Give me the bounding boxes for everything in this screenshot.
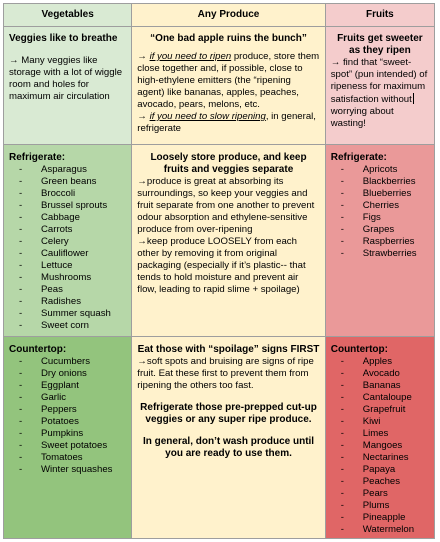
veg-countertop-item: - Sweet potatoes (19, 440, 126, 452)
veg-countertop-title: Countertop: (9, 344, 67, 355)
spoilage-paragraph: →soft spots and bruising are signs of ripe fruit. Eat these first to prevent them from ripening the others too fast. (137, 356, 314, 391)
fruit-countertop-item: - Grapefruit (341, 404, 429, 416)
veg-refrigerate-item: - Cabbage (19, 212, 126, 224)
veg-refrigerate-item: - Celery (19, 236, 126, 248)
veg-refrigerate-item: - Cauliflower (19, 248, 126, 260)
cell-any-spoilage[interactable] (132, 337, 325, 539)
fruit-refrigerate-item: - Apricots (341, 164, 429, 176)
fruit-refrigerate-item: - Raspberries (341, 236, 429, 248)
fruit-refrigerate-item: - Grapes (341, 224, 429, 236)
veg-breathe-title: Veggies like to breathe (9, 33, 118, 44)
slow-ripening-paragraph (137, 111, 319, 135)
fruit-countertop-item: - Pears (341, 488, 429, 500)
cell-veg-breathe[interactable] (4, 27, 132, 145)
fruit-sweeter-text (331, 57, 429, 130)
fruit-countertop-item: - Apples (341, 356, 429, 368)
fruit-countertop-item: - Limes (341, 428, 429, 440)
veg-refrigerate-item: - Asparagus (19, 164, 126, 176)
loosely-paragraph: →keep produce LOOSELY from each other by removing it from original packaging (especially if it’s plastic-- that tends to hold moisture and prevent air flow, leading to rapid slime + spoilage) (137, 236, 306, 295)
veg-countertop-item: - Peppers (19, 404, 126, 416)
fruit-sweeter-title: Fruits get sweeter as they ripen (337, 33, 423, 56)
prepped-paragraph: Refrigerate those pre-prepped cut-up veggies or any super ripe produce. (140, 402, 317, 425)
cell-any-loosely-store[interactable] (132, 145, 325, 337)
veg-refrigerate-title: Refrigerate: (9, 152, 66, 163)
arrow-icon: → (137, 111, 150, 122)
veg-countertop-item: - Winter squashes (19, 464, 126, 476)
spoilage-title: Eat those with “spoilage” signs FIRST (137, 344, 320, 355)
slow-ripening-text: , in general, refrigerate (137, 111, 316, 134)
row-general-tips (4, 27, 435, 145)
veg-countertop-item: - Cucumbers (19, 356, 126, 368)
cell-veg-countertop[interactable] (4, 337, 132, 539)
fruit-refrigerate-title: Refrigerate: (330, 152, 387, 163)
veg-refrigerate-item: - Sweet corn (19, 320, 126, 332)
cell-fruit-countertop[interactable] (325, 337, 434, 539)
fruit-countertop-item: - Cantaloupe (341, 392, 429, 404)
veg-refrigerate-item: - Summer squash (19, 308, 126, 320)
fruit-countertop-item: - Papaya (341, 464, 429, 476)
fruit-refrigerate-item: - Figs (341, 212, 429, 224)
veg-refrigerate-item: - Brussel sprouts (19, 200, 126, 212)
fruit-refrigerate-item: - Blackberries (341, 176, 429, 188)
fruit-countertop-item: - Watermelon (341, 524, 429, 536)
fruit-countertop-title: Countertop: (330, 344, 388, 355)
loosely-store-title: Loosely store produce, and keep fruits and veggies separate (150, 152, 307, 175)
veg-refrigerate-item: - Lettuce (19, 260, 126, 272)
veg-refrigerate-list (9, 164, 126, 332)
header-vegetables[interactable]: Vegetables (4, 4, 132, 27)
fruit-sweeter-body: → find that “sweet-spot” (pun intended) of ripeness for maximum satisfaction without worrying about wasting! (330, 57, 428, 129)
veg-refrigerate-item: - Carrots (19, 224, 126, 236)
bad-apple-title: “One bad apple ruins the bunch” (150, 33, 307, 44)
fruit-countertop-item: - Pineapple (341, 512, 429, 524)
veg-breathe-text: → Many veggies like storage with a lot of wiggle room and holes for maximum air circulation (9, 55, 123, 102)
veg-refrigerate-item: - Radishes (19, 296, 126, 308)
fruit-refrigerate-item: - Blueberries (341, 188, 429, 200)
veg-countertop-list (9, 356, 126, 476)
slow-ripening-link-text: if you need to slow ripening (149, 111, 266, 122)
veg-countertop-item: - Eggplant (19, 380, 126, 392)
produce-storage-table (3, 3, 435, 537)
veg-countertop-item: - Potatoes (19, 416, 126, 428)
arrow-icon: → (137, 51, 150, 62)
header-fruits[interactable]: Fruits (325, 4, 434, 27)
ripen-link-text: if you need to ripen (149, 51, 232, 62)
storage-grid (3, 3, 435, 539)
veg-countertop-item: - Tomatoes (19, 452, 126, 464)
veg-refrigerate-item: - Mushrooms (19, 272, 126, 284)
text-cursor (413, 93, 414, 104)
fruit-countertop-item: - Peaches (341, 476, 429, 488)
header-row (4, 4, 435, 27)
ripen-text: produce, store them close together and, if possible, close to high-ethylene emitters (the “ripening agent) like bananas, apples, peaches, avocado, pears, melons, etc. (137, 51, 320, 110)
fruit-countertop-item: - Plums (341, 500, 429, 512)
cell-any-bad-apple[interactable] (132, 27, 325, 145)
fruit-countertop-item: - Kiwi (341, 416, 429, 428)
fruit-countertop-list (331, 356, 429, 536)
row-refrigerate (4, 145, 435, 337)
fruit-countertop-item: - Bananas (341, 380, 429, 392)
fruit-countertop-item: - Avocado (341, 368, 429, 380)
fruit-refrigerate-item: - Cherries (341, 200, 429, 212)
fruit-countertop-item: - Mangoes (341, 440, 429, 452)
ripen-paragraph (137, 51, 319, 111)
fruit-countertop-item: - Nectarines (341, 452, 429, 464)
row-countertop (4, 337, 435, 539)
cell-veg-refrigerate[interactable] (4, 145, 132, 337)
wash-paragraph: In general, don’t wash produce until you are ready to use them. (142, 436, 315, 459)
header-any-produce[interactable]: Any Produce (132, 4, 325, 27)
veg-refrigerate-item: - Peas (19, 284, 126, 296)
absorb-paragraph: →produce is great at absorbing its surroundings, so keep your veggies and fruit separate from one another to prevent odour absorption and ethylene-sensitive produce from over-ripening (137, 176, 315, 235)
fruit-refrigerate-item: - Strawberries (341, 248, 429, 260)
veg-refrigerate-item: - Broccoli (19, 188, 126, 200)
cell-fruit-sweeter[interactable] (325, 27, 434, 145)
veg-refrigerate-item: - Green beans (19, 176, 126, 188)
veg-countertop-item: - Garlic (19, 392, 126, 404)
cell-fruit-refrigerate[interactable] (325, 145, 434, 337)
veg-countertop-item: - Dry onions (19, 368, 126, 380)
veg-countertop-item: - Pumpkins (19, 428, 126, 440)
fruit-refrigerate-list (331, 164, 429, 260)
